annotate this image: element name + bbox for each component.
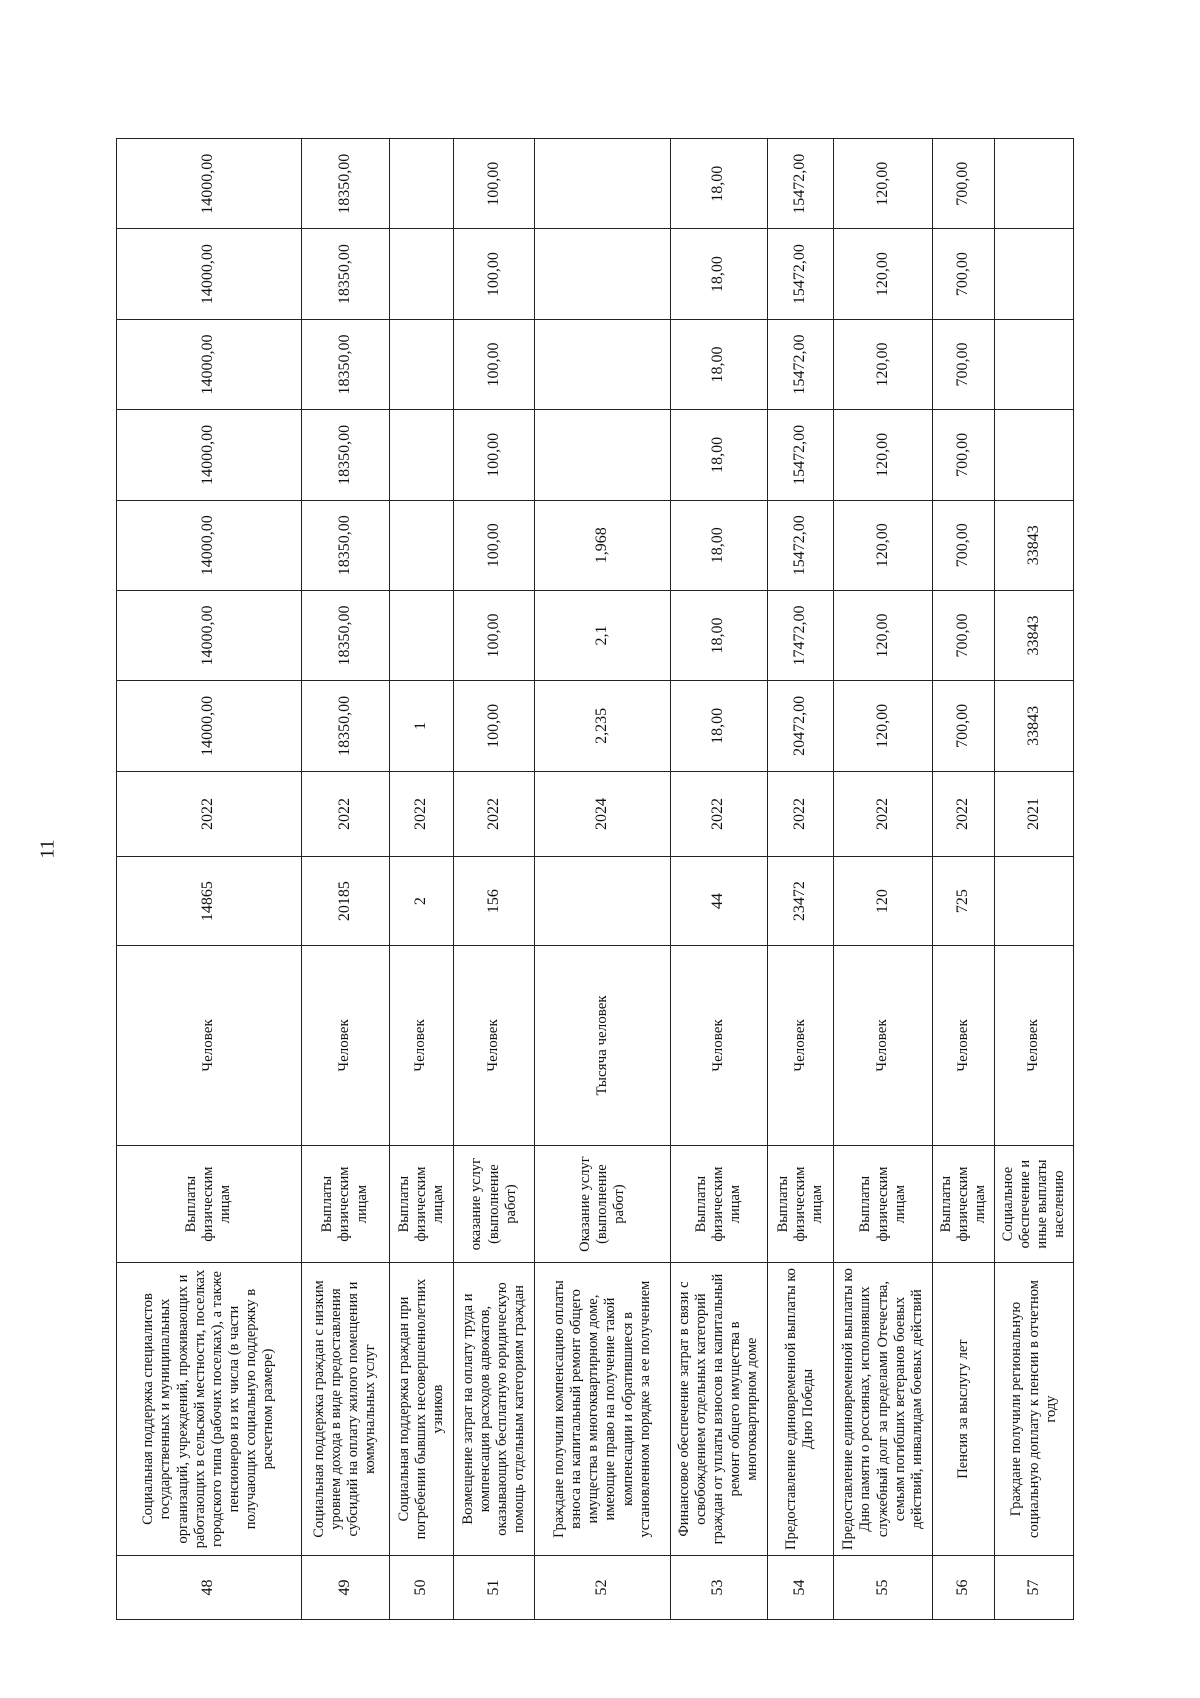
indicator-name-cell: Социальная поддержка специалистов государственных и муниципальных организаций, учреждений, проживающих и работающих в сельской местности, поселках городского типа (рабочих поселках), а также пенсионеров из их числа (в части получающих социальную поддержку в расчетном размере) (117, 1262, 302, 1555)
base-year-cell: 2022 (670, 771, 767, 857)
rotated-table-container (116, 138, 1074, 1620)
planned-value-cell: 100,00 (453, 500, 535, 590)
table-row (767, 139, 834, 1620)
planned-value-cell (389, 139, 453, 230)
planned-value-cell (995, 319, 1074, 409)
row-number-cell: 52 (535, 1556, 670, 1620)
planned-value-cell: 33843 (995, 500, 1074, 590)
planned-value-cell: 120,00 (834, 681, 933, 771)
indicator-name-cell: Граждане получили региональную социальную доплату к пенсии в отчетном году (995, 1262, 1074, 1555)
base-year-cell: 2022 (453, 771, 535, 857)
expense-direction-cell: Социальное обеспечение и иные выплаты населению (995, 1146, 1074, 1263)
planned-value-cell: 120,00 (834, 590, 933, 680)
planned-value-cell: 1 (389, 681, 453, 771)
indicator-name-cell: Социальная поддержка граждан при погребении бывших несовершеннолетних узников (389, 1262, 453, 1555)
planned-value-cell: 15472,00 (767, 319, 834, 409)
planned-value-cell: 18,00 (670, 229, 767, 319)
planned-value-cell: 17472,00 (767, 590, 834, 680)
planned-value-cell: 120,00 (834, 229, 933, 319)
table-row (834, 139, 933, 1620)
planned-value-cell (389, 319, 453, 409)
table-row (932, 139, 994, 1620)
planned-value-cell: 15472,00 (767, 229, 834, 319)
page-number: 11 (36, 839, 59, 859)
planned-value-cell: 18350,00 (301, 410, 389, 500)
planned-value-cell: 33843 (995, 681, 1074, 771)
unit-cell: Человек (670, 945, 767, 1146)
planned-value-cell: 700,00 (932, 139, 994, 230)
row-number-cell: 51 (453, 1556, 535, 1620)
planned-value-cell (995, 410, 1074, 500)
base-year-cell: 2022 (389, 771, 453, 857)
planned-value-cell: 700,00 (932, 410, 994, 500)
planned-value-cell: 18350,00 (301, 500, 389, 590)
planned-value-cell: 14000,00 (117, 590, 302, 680)
table-row (453, 139, 535, 1620)
base-value-cell (535, 857, 670, 945)
planned-value-cell (389, 590, 453, 680)
unit-cell: Человек (767, 945, 834, 1146)
planned-value-cell: 15472,00 (767, 500, 834, 590)
expense-direction-cell: оказание услуг (выполнение работ) (453, 1146, 535, 1263)
expense-direction-cell: Выплаты физическим лицам (670, 1146, 767, 1263)
unit-cell: Человек (389, 945, 453, 1146)
base-year-cell: 2022 (301, 771, 389, 857)
unit-cell: Человек (301, 945, 389, 1146)
planned-value-cell: 2,235 (535, 681, 670, 771)
planned-value-cell: 18350,00 (301, 590, 389, 680)
table-body (117, 139, 1074, 1620)
planned-value-cell (535, 139, 670, 230)
planned-value-cell: 15472,00 (767, 139, 834, 230)
table-row (670, 139, 767, 1620)
planned-value-cell: 18350,00 (301, 681, 389, 771)
base-value-cell: 120 (834, 857, 933, 945)
planned-value-cell: 14000,00 (117, 319, 302, 409)
base-year-cell: 2024 (535, 771, 670, 857)
indicator-name-cell: Граждане получили компенсацию оплаты взноса на капитальный ремонт общего имущества в многоквартирном доме, имеющие право на получение такой компенсации и обратившиеся в установленном порядке за ее получением (535, 1262, 670, 1555)
indicator-name-cell: Финансовое обеспечение затрат в связи с освобождением отдельных категорий граждан от уплаты взносов на капитальный ремонт общего имущества в многоквартирном доме (670, 1262, 767, 1555)
planned-value-cell: 14000,00 (117, 681, 302, 771)
planned-value-cell: 120,00 (834, 139, 933, 230)
base-value-cell: 44 (670, 857, 767, 945)
expense-direction-cell: Выплаты физическим лицам (767, 1146, 834, 1263)
planned-value-cell: 700,00 (932, 681, 994, 771)
table-row (117, 139, 302, 1620)
planned-value-cell: 100,00 (453, 139, 535, 230)
planned-value-cell: 700,00 (932, 500, 994, 590)
planned-value-cell (389, 229, 453, 319)
base-value-cell: 14865 (117, 857, 302, 945)
planned-value-cell: 14000,00 (117, 410, 302, 500)
planned-value-cell: 2,1 (535, 590, 670, 680)
indicator-name-cell: Предоставление единовременной выплаты ко Дню Победы (767, 1262, 834, 1555)
indicator-name-cell: Социальная поддержка граждан с низким уровнем дохода в виде предоставления субсидий на оплату жилого помещения и коммунальных услуг (301, 1262, 389, 1555)
base-year-cell: 2022 (834, 771, 933, 857)
table-row (301, 139, 389, 1620)
planned-value-cell: 1,968 (535, 500, 670, 590)
expense-direction-cell: Выплаты физическим лицам (834, 1146, 933, 1263)
expense-direction-cell: Выплаты физическим лицам (389, 1146, 453, 1263)
table-row (389, 139, 453, 1620)
planned-value-cell: 120,00 (834, 319, 933, 409)
planned-value-cell: 120,00 (834, 410, 933, 500)
base-value-cell: 725 (932, 857, 994, 945)
table-row (535, 139, 670, 1620)
base-value-cell (995, 857, 1074, 945)
planned-value-cell: 700,00 (932, 229, 994, 319)
unit-cell: Человек (995, 945, 1074, 1146)
row-number-cell: 49 (301, 1556, 389, 1620)
row-number-cell: 53 (670, 1556, 767, 1620)
unit-cell: Человек (932, 945, 994, 1146)
planned-value-cell (995, 139, 1074, 230)
planned-value-cell: 100,00 (453, 319, 535, 409)
base-year-cell: 2021 (995, 771, 1074, 857)
row-number-cell: 55 (834, 1556, 933, 1620)
planned-value-cell: 14000,00 (117, 500, 302, 590)
planned-value-cell: 100,00 (453, 590, 535, 680)
document-table-area (116, 138, 1074, 1620)
base-value-cell: 20185 (301, 857, 389, 945)
indicator-name-cell: Предоставление единовременной выплаты ко Дню памяти о россиянах, исполнявших служебный долг за пределами Отечества, семьям погибших ветеранов боевых действий, инвалидам боевых действий (834, 1262, 933, 1555)
base-year-cell: 2022 (767, 771, 834, 857)
planned-value-cell (389, 500, 453, 590)
expense-direction-cell: Оказание услуг (выполнение работ) (535, 1146, 670, 1263)
row-number-cell: 57 (995, 1556, 1074, 1620)
indicator-name-cell: Возмещение затрат на оплату труда и компенсация расходов адвокатов, оказывающих бесплатную юридическую помощь отдельным категориям граждан (453, 1262, 535, 1555)
planned-value-cell: 18350,00 (301, 319, 389, 409)
planned-value-cell: 15472,00 (767, 410, 834, 500)
planned-value-cell: 18350,00 (301, 229, 389, 319)
planned-value-cell: 700,00 (932, 319, 994, 409)
base-year-cell: 2022 (117, 771, 302, 857)
planned-value-cell: 18350,00 (301, 139, 389, 230)
planned-value-cell: 120,00 (834, 500, 933, 590)
planned-value-cell: 100,00 (453, 410, 535, 500)
planned-value-cell (535, 410, 670, 500)
row-number-cell: 50 (389, 1556, 453, 1620)
planned-value-cell: 14000,00 (117, 229, 302, 319)
planned-value-cell: 18,00 (670, 319, 767, 409)
planned-value-cell: 18,00 (670, 500, 767, 590)
unit-cell: Человек (834, 945, 933, 1146)
expense-direction-cell: Выплаты физическим лицам (117, 1146, 302, 1263)
planned-value-cell: 20472,00 (767, 681, 834, 771)
planned-value-cell: 700,00 (932, 590, 994, 680)
planned-value-cell: 18,00 (670, 410, 767, 500)
planned-value-cell (995, 229, 1074, 319)
row-number-cell: 54 (767, 1556, 834, 1620)
base-value-cell: 2 (389, 857, 453, 945)
planned-value-cell (389, 410, 453, 500)
planned-value-cell: 14000,00 (117, 139, 302, 230)
planned-value-cell: 33843 (995, 590, 1074, 680)
table-row (995, 139, 1074, 1620)
row-number-cell: 48 (117, 1556, 302, 1620)
unit-cell: Человек (117, 945, 302, 1146)
planned-value-cell: 100,00 (453, 229, 535, 319)
unit-cell: Тысяча человек (535, 945, 670, 1146)
base-year-cell: 2022 (932, 771, 994, 857)
base-value-cell: 156 (453, 857, 535, 945)
base-value-cell: 23472 (767, 857, 834, 945)
planned-value-cell: 18,00 (670, 681, 767, 771)
planned-value-cell (535, 229, 670, 319)
planned-value-cell: 18,00 (670, 139, 767, 230)
indicator-name-cell: Пенсия за выслугу лет (932, 1262, 994, 1555)
unit-cell: Человек (453, 945, 535, 1146)
planned-value-cell (535, 319, 670, 409)
row-number-cell: 56 (932, 1556, 994, 1620)
indicators-table (116, 138, 1074, 1620)
planned-value-cell: 18,00 (670, 590, 767, 680)
expense-direction-cell: Выплаты физическим лицам (932, 1146, 994, 1263)
expense-direction-cell: Выплаты физическим лицам (301, 1146, 389, 1263)
planned-value-cell: 100,00 (453, 681, 535, 771)
